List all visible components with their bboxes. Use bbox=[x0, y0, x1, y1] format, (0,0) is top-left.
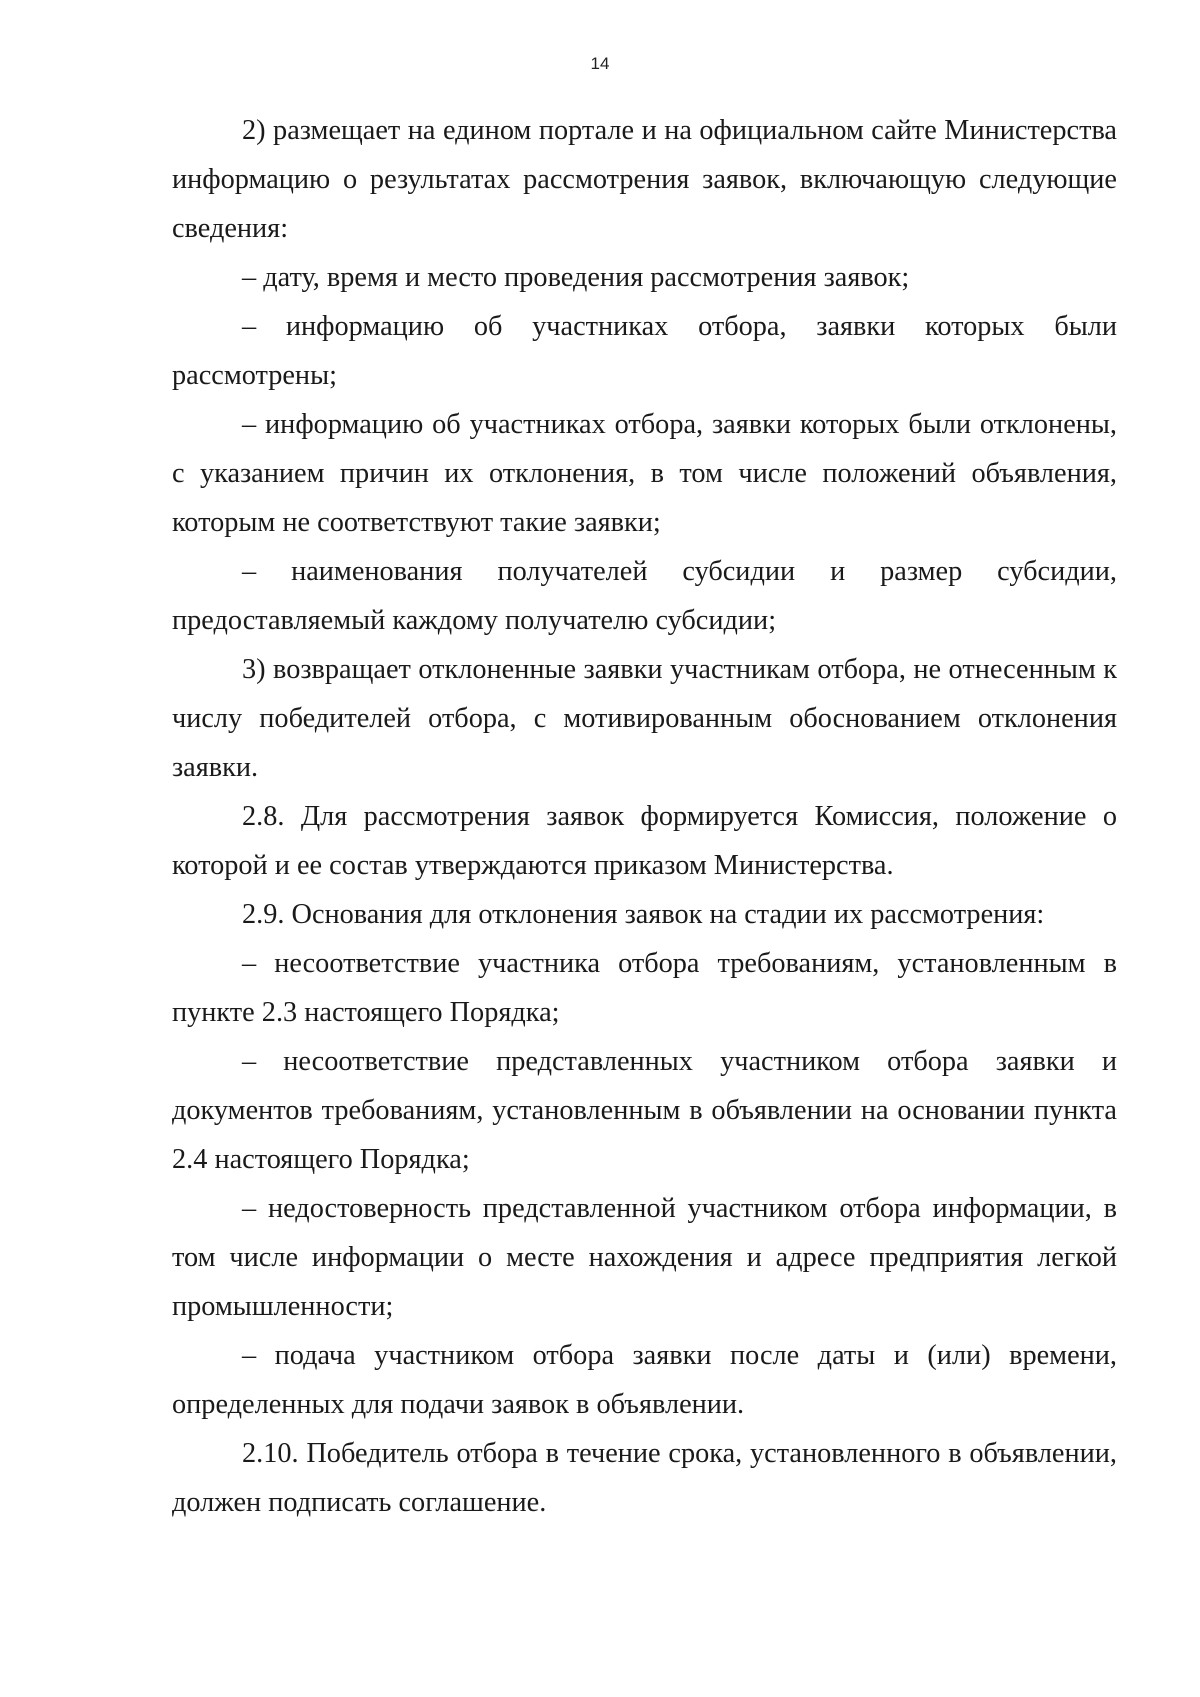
bullet-date-time-place: – дату, время и место проведения рассмотрения заявок; bbox=[242, 262, 910, 293]
bullet-reviewed-participants: – информацию об участниках отбора, заявки которых были рассмотрены; bbox=[172, 311, 1117, 391]
bullet-late-submission: – подача участником отбора заявки после даты и (или) времени, определенных для подачи заявок в объявлении. bbox=[172, 1340, 1117, 1420]
paragraph-2-9-rejection-grounds: 2.9. Основания для отклонения заявок на стадии их рассмотрения: bbox=[242, 899, 1045, 930]
paragraph-item-2-publishes-results: 2) размещает на едином портале и на официальном сайте Министерства информацию о результатах рассмотрения заявок, включающую следующие сведения: bbox=[172, 115, 1117, 244]
bullet-participant-nonconformity: – несоответствие участника отбора требованиям, установленным в пункте 2.3 настоящего Порядка; bbox=[172, 948, 1117, 1028]
bullet-recipients-and-amounts: – наименования получателей субсидии и размер субсидии, предоставляемый каждому получателю субсидии; bbox=[172, 556, 1117, 636]
paragraph-2-8-commission: 2.8. Для рассмотрения заявок формируется Комиссия, положение о которой и ее состав утверждаются приказом Министерства. bbox=[172, 801, 1117, 881]
document-body bbox=[172, 106, 1117, 1527]
bullet-documents-nonconformity: – несоответствие представленных участником отбора заявки и документов требованиям, установленным в объявлении на основании пункта 2.4 настоящего Порядка; bbox=[172, 1046, 1117, 1175]
bullet-rejected-participants: – информацию об участниках отбора, заявки которых были отклонены, с указанием причин их отклонения, в том числе положений объявления, которым не соответствуют такие заявки; bbox=[172, 409, 1117, 538]
page-number: 14 bbox=[590, 54, 610, 73]
bullet-unreliable-information: – недостоверность представленной участником отбора информации, в том числе информации о месте нахождения и адресе предприятия легкой промышленности; bbox=[172, 1193, 1117, 1322]
paragraph-2-10-winner-agreement: 2.10. Победитель отбора в течение срока, установленного в объявлении, должен подписать соглашение. bbox=[172, 1438, 1117, 1518]
paragraph-item-3-returns-applications: 3) возвращает отклоненные заявки участникам отбора, не отнесенным к числу победителей отбора, с мотивированным обоснованием отклонения заявки. bbox=[172, 654, 1117, 783]
